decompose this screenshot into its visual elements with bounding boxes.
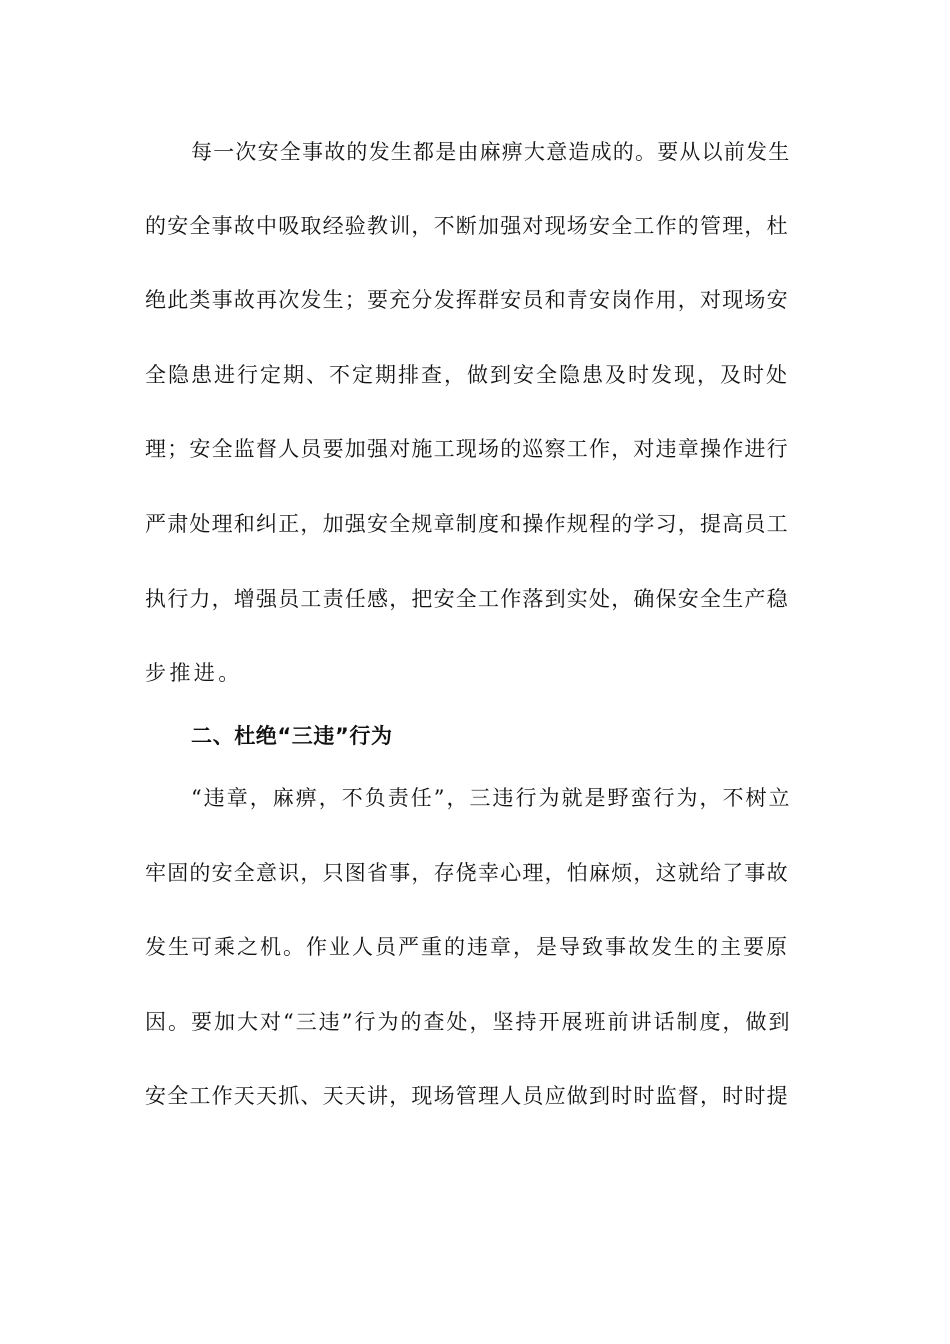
paragraph1-line-5: 理；安全监督人员要加强对施工现场的巡察工作，对违章操作进行 — [145, 437, 789, 461]
paragraph2-line-2: 牢固的安全意识，只图省事，存侥幸心理，怕麻烦，这就给了事故 — [145, 861, 789, 885]
section-heading: 二、杜绝“三违”行为 — [191, 724, 393, 748]
paragraph1-line-8: 步推进。 — [145, 661, 243, 685]
paragraph1-line-4: 全隐患进行定期、不定期排查，做到安全隐患及时发现，及时处 — [145, 363, 789, 387]
paragraph2-line-4: 因。要加大对“三违”行为的查处，坚持开展班前讲话制度，做到 — [145, 1010, 792, 1034]
paragraph1-line-3: 绝此类事故再次发生；要充分发挥群安员和青安岗作用，对现场安 — [145, 288, 789, 312]
paragraph1-line-6: 严肃处理和纠正，加强安全规章制度和操作规程的学习，提高员工 — [145, 512, 789, 536]
paragraph2-line-1: “违章，麻痹，不负责任”，三违行为就是野蛮行为，不树立 — [191, 786, 792, 810]
paragraph1-line-7: 执行力，增强员工责任感，把安全工作落到实处，确保安全生产稳 — [145, 587, 789, 611]
paragraph2-line-3: 发生可乘之机。作业人员严重的违章，是导致事故发生的主要原 — [145, 935, 789, 959]
paragraph2-line-5: 安全工作天天抓、天天讲，现场管理人员应做到时时监督，时时提 — [145, 1084, 789, 1108]
paragraph1-line-2: 的安全事故中吸取经验教训，不断加强对现场安全工作的管理，杜 — [145, 214, 789, 238]
paragraph1-line-1: 每一次安全事故的发生都是由麻痹大意造成的。要从以前发生 — [191, 140, 791, 164]
